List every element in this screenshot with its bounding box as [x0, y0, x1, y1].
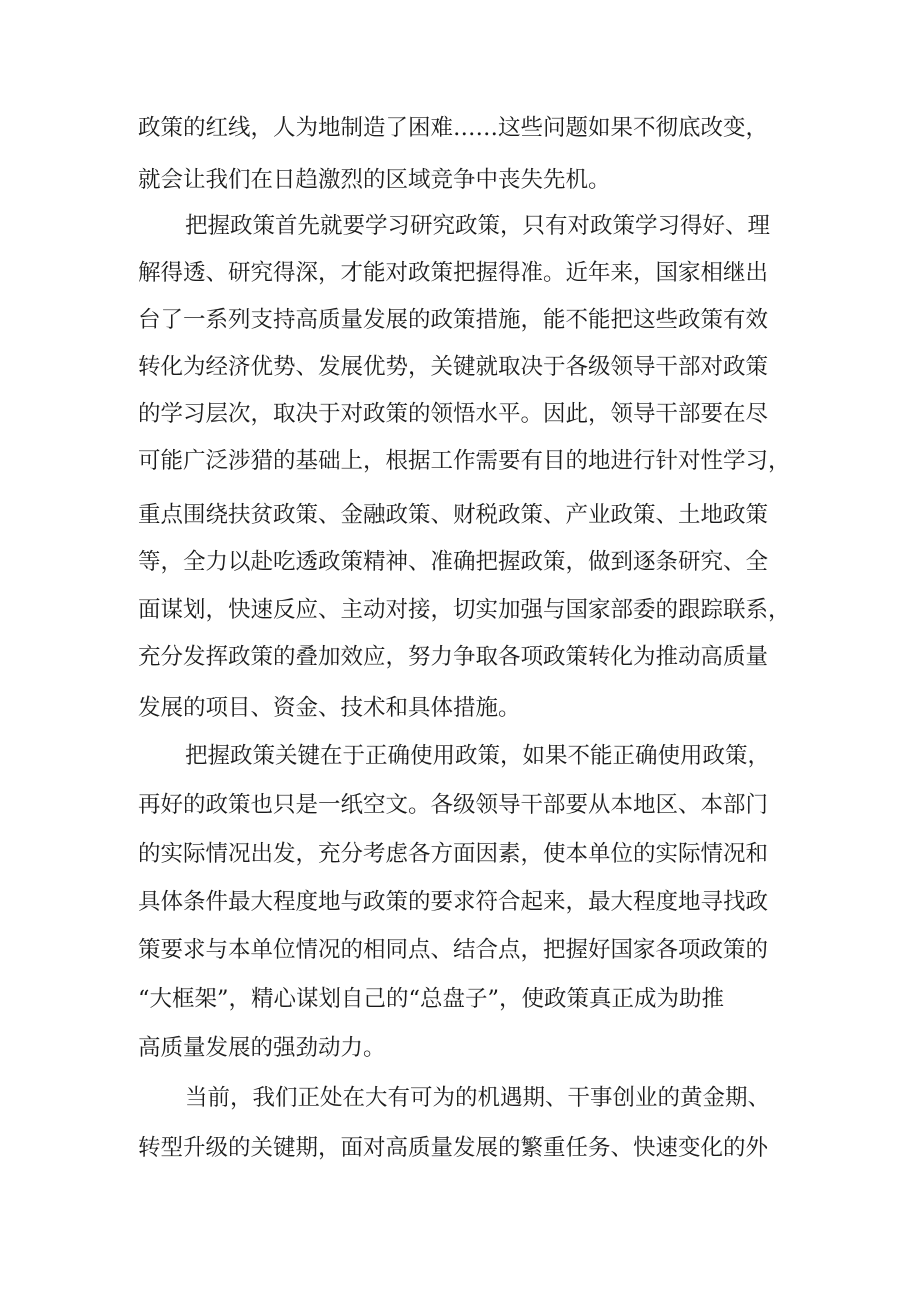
- paragraph-first-line: 当前，我们正处在大有可为的机遇期、干事创业的黄金期、: [185, 1085, 771, 1111]
- text-line: 重点围绕扶贫政策、金融政策、财税政策、产业政策、土地政策: [138, 502, 769, 528]
- text-line: 面谋划，快速反应、主动对接，切实加强与国家部委的跟踪联系，: [138, 597, 791, 623]
- text-line: 可能广泛涉猎的基础上，根据工作需要有目的地进行针对性学习，: [138, 448, 791, 474]
- text-line: 解得透、研究得深，才能对政策把握得准。近年来，国家相继出: [138, 260, 769, 286]
- text-line: 转化为经济优势、发展优势，关键就取决于各级领导干部对政策: [138, 354, 769, 380]
- paragraph-first-line: 把握政策关键在于正确使用政策，如果不能正确使用政策，: [185, 743, 771, 769]
- text-line: 台了一系列支持高质量发展的政策措施，能不能把这些政策有效: [138, 307, 769, 333]
- text-line: “大框架”，精心谋划自己的“总盘子”，使政策真正成为助推: [138, 986, 725, 1012]
- text-line: 的实际情况出发，充分考虑各方面因素，使本单位的实际情况和: [138, 841, 769, 867]
- text-line: 政策的红线，人为地制造了困难……这些问题如果不彻底改变，: [138, 115, 769, 141]
- text-line: 发展的项目、资金、技术和具体措施。: [138, 695, 521, 721]
- text-line: 等，全力以赴吃透政策精神、准确把握政策，做到逐条研究、全: [138, 549, 769, 575]
- text-line: 策要求与本单位情况的相同点、结合点，把握好国家各项政策的: [138, 937, 769, 963]
- text-line: 充分发挥政策的叠加效应，努力争取各项政策转化为推动高质量: [138, 644, 769, 670]
- text-line: 高质量发展的强劲动力。: [138, 1035, 386, 1061]
- text-line: 再好的政策也只是一纸空文。各级领导干部要从本地区、本部门: [138, 792, 769, 818]
- text-line: 的学习层次，取决于对政策的领悟水平。因此，领导干部要在尽: [138, 401, 769, 427]
- text-line: 具体条件最大程度地与政策的要求符合起来，最大程度地寻找政: [138, 889, 769, 915]
- paragraph-first-line: 把握政策首先就要学习研究政策，只有对政策学习得好、理: [185, 213, 771, 239]
- text-line: 转型升级的关键期，面对高质量发展的繁重任务、快速变化的外: [138, 1135, 769, 1161]
- text-line: 就会让我们在日趋激烈的区域竞争中丧失先机。: [138, 167, 611, 193]
